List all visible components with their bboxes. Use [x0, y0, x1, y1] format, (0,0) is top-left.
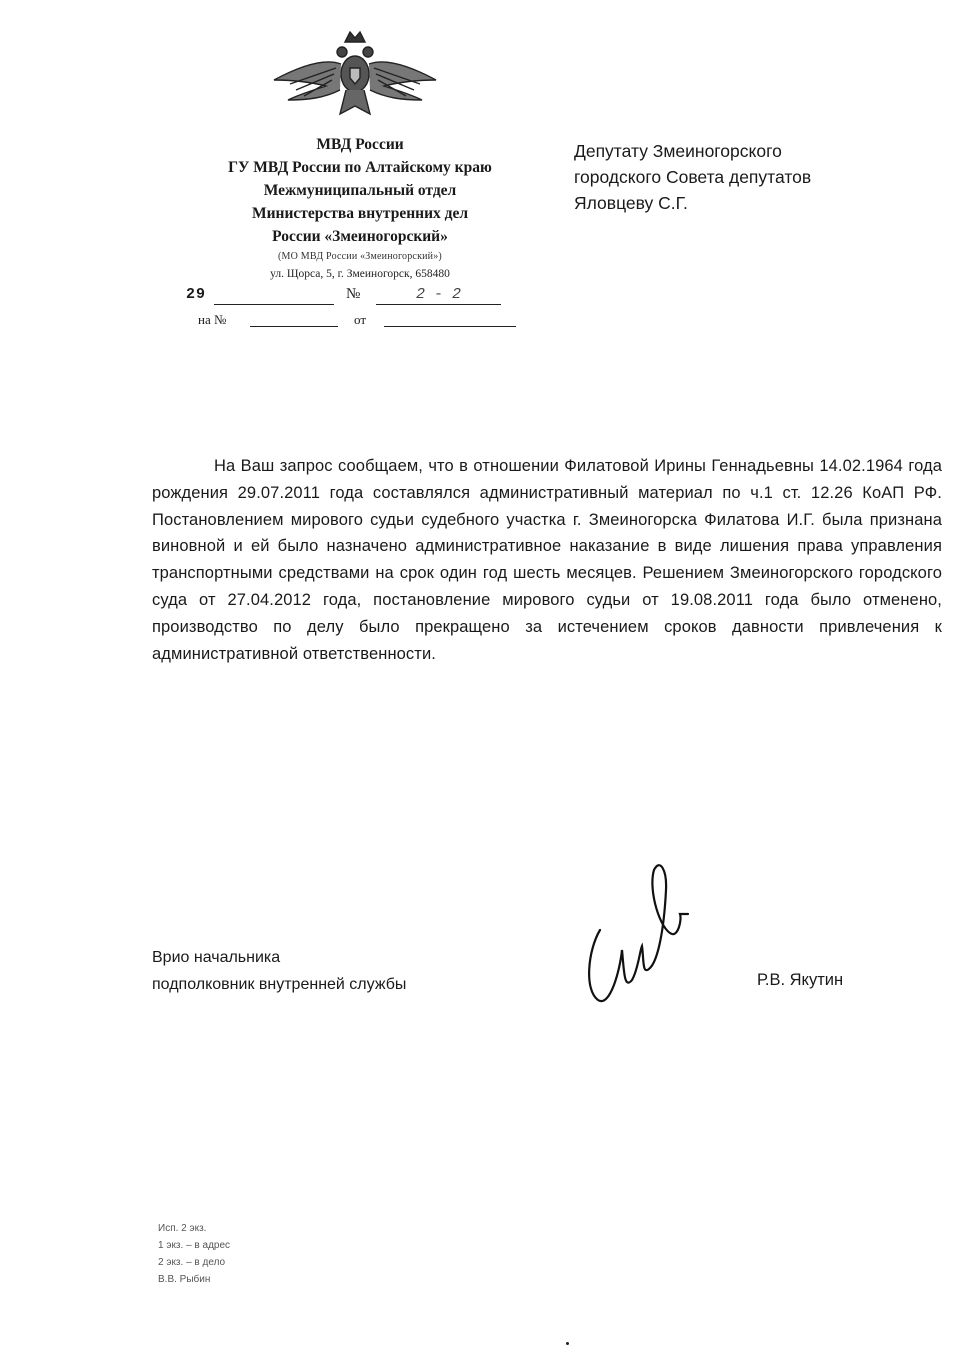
reference-number-label: на №	[198, 312, 227, 327]
reference-number-blank	[250, 326, 338, 327]
executor-note-line: В.В. Рыбин	[158, 1274, 211, 1285]
executor-note-line: Исп. 2 экз.	[158, 1223, 207, 1234]
org-address: ул. Щорса, 5, г. Змеиногорск, 658480	[270, 268, 450, 280]
signatory-position-line: Врио начальника	[152, 949, 281, 966]
letter-body: На Ваш запрос сообщаем, что в отношении Филатовой Ирины Геннадьевны 14.02.1964 года рождения 29.07.2011 года составлялся административный материал по ч.1 ст. 12.26 КоАП РФ. Постановлением мирового судьи судебного участка г. Змеиногорска Филатова И.Г. была признана виновной и ей было назначено административное наказание в виде лишения права управления транспортными средствами на срок один год шесть месяцев. Решением Змеиногорского городского суда от 27.04.2012 года, постановление мирового судьи от 19.08.2011 года было отменено, производство по делу было прекращено за истечением сроков давности привлечения к административной ответственности.	[152, 457, 942, 663]
scan-speck	[566, 1342, 569, 1345]
handwritten-signature-icon	[580, 850, 690, 1020]
org-line: ГУ МВД России по Алтайскому краю	[228, 159, 492, 176]
registration-date-field	[214, 286, 334, 305]
executor-note-line: 2 экз. – в дело	[158, 1257, 226, 1268]
org-line: Министерства внутренних дел	[251, 205, 469, 222]
registration-number-label: №	[346, 286, 361, 302]
addressee-line: Депутату Змеиногорского	[574, 141, 782, 161]
signatory-position	[152, 944, 572, 998]
org-short-name: (МО МВД России «Змеиногорский»)	[278, 251, 442, 262]
signatory-name: Р.В. Якутин	[757, 971, 844, 989]
mvd-emblem-icon	[270, 28, 440, 123]
addressee-line: Яловцеву С.Г.	[574, 193, 688, 213]
signatory-position-line: подполковник внутренней службы	[152, 976, 407, 993]
addressee-line: городского Совета депутатов	[574, 167, 812, 187]
org-line: Межмуниципальный отдел	[263, 182, 457, 199]
addressee-block	[574, 138, 934, 216]
registration-date: 29	[186, 286, 207, 303]
reference-date-blank	[384, 326, 516, 327]
org-line: МВД России	[316, 136, 404, 153]
executor-note	[158, 1220, 358, 1288]
org-line: России «Змеиногорский»	[272, 228, 448, 245]
reference-row	[198, 310, 528, 332]
registration-row	[186, 286, 526, 310]
executor-note-line: 1 экз. – в адрес	[158, 1240, 231, 1251]
registration-number: 2 - 2	[376, 286, 501, 305]
reference-date-label: от	[354, 312, 367, 327]
organization-header	[180, 133, 540, 284]
